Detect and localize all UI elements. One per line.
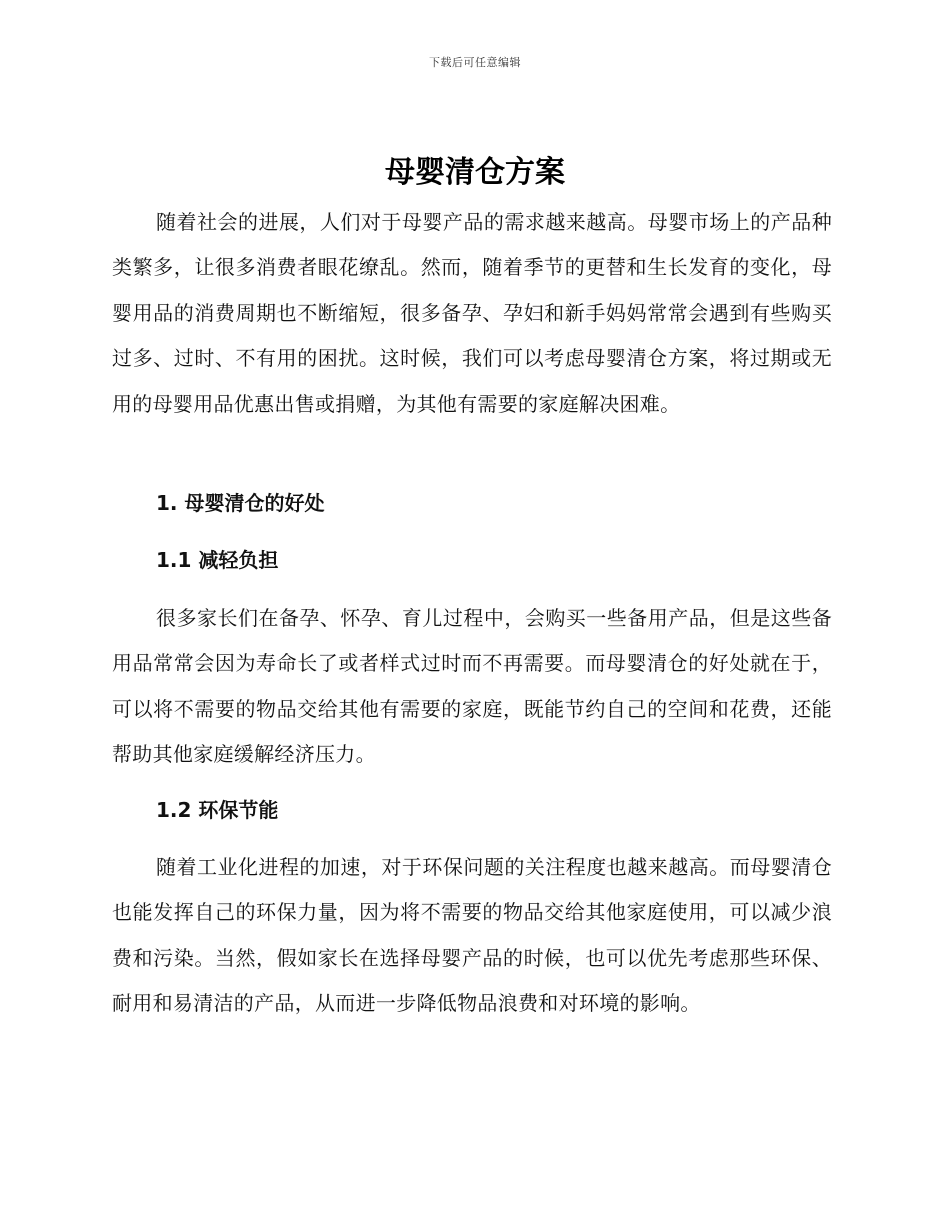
section-1-2-body-block: [112, 845, 832, 1027]
section-1-2-paragraph: 随着工业化进程的加速，对于环保问题的关注程度也越来越高。而母婴清仓也能发挥自己的环保力量，因为将不需要的物品交给其他家庭使用，可以减少浪费和污染。当然，假如家长在选择母婴产品的时候，也可以优先考虑那些环保、耐用和易清洁的产品，从而进一步降低物品浪费和对环境的影响。: [112, 855, 832, 1016]
page-header-note: 下载后可任意编辑: [429, 56, 521, 69]
section-1-1-paragraph: 很多家长们在备孕、怀孕、育儿过程中，会购买一些备用产品，但是这些备用品常常会因为寿命长了或者样式过时而不再需要。而母婴清仓的好处就在于，可以将不需要的物品交给其他有需要的家庭，既能节约自己的空间和花费，还能帮助其他家庭缓解经济压力。: [112, 606, 832, 767]
section-1-1-heading-block: [112, 545, 832, 575]
section-1-heading: 1. 母婴清仓的好处: [156, 491, 325, 515]
section-1-heading-block: [112, 488, 832, 518]
section-1-1-body-block: [112, 596, 832, 778]
intro-paragraph-block: [112, 200, 832, 427]
document-title: 母婴清仓方案: [385, 155, 565, 190]
section-1-2-heading-block: [112, 795, 832, 825]
intro-paragraph: 随着社会的进展，人们对于母婴产品的需求越来越高。母婴市场上的产品种类繁多，让很多消费者眼花缭乱。然而，随着季节的更替和生长发育的变化，母婴用品的消费周期也不断缩短，很多备孕、孕妇和新手妈妈常常会遇到有些购买过多、过时、不有用的困扰。这时候，我们可以考虑母婴清仓方案，将过期或无用的母婴用品优惠出售或捐赠，为其他有需要的家庭解决困难。: [112, 210, 832, 416]
section-1-2-heading: 1.2 环保节能: [156, 798, 279, 822]
section-1-1-heading: 1.1 减轻负担: [156, 548, 279, 572]
